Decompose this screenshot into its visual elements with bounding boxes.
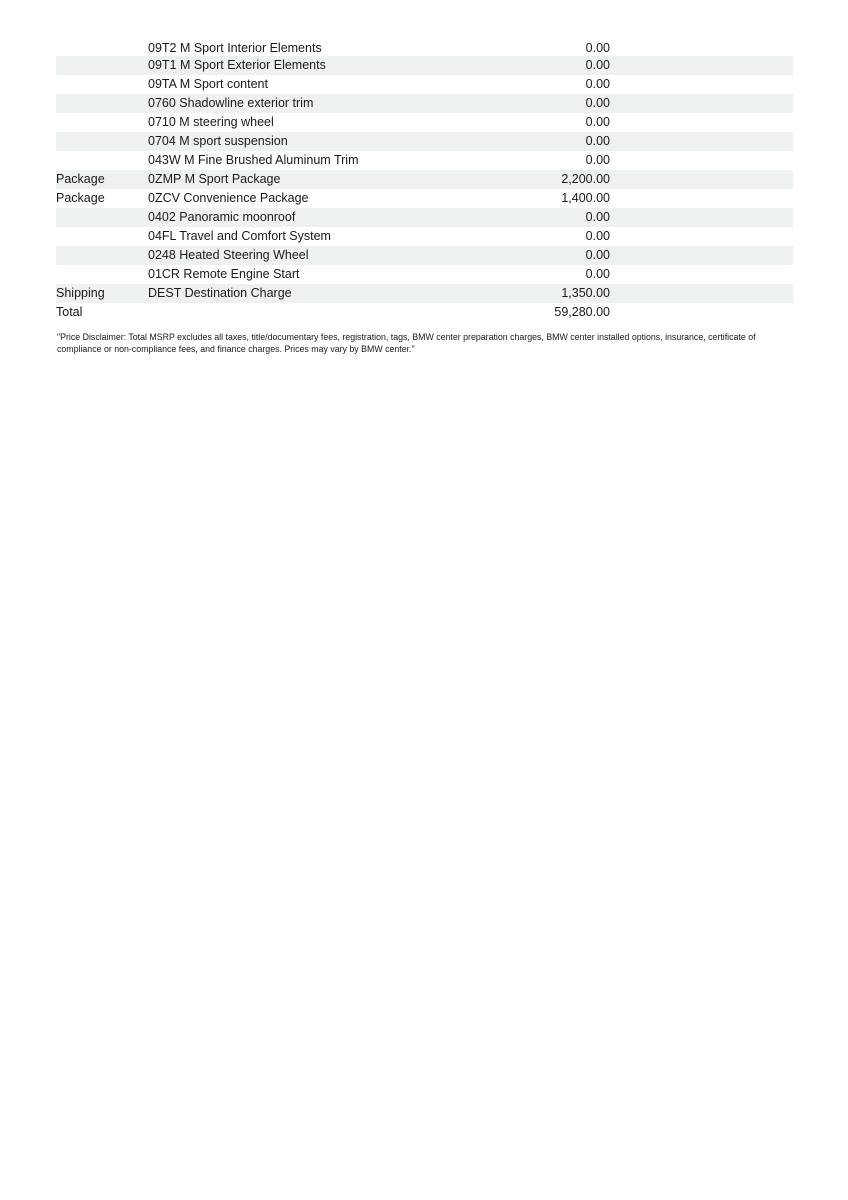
table-row [56,208,793,227]
row-filler [610,132,793,151]
row-description: 0704 M sport suspension [148,134,288,148]
row-price: 1,350.00 [561,286,610,300]
row-price: 59,280.00 [554,305,610,319]
table-row [56,56,793,75]
row-filler [610,284,793,303]
row-price: 0.00 [585,229,610,243]
row-type-label: Package [56,191,105,205]
row-filler [610,94,793,113]
row-filler [610,265,793,284]
row-price: 1,400.00 [561,191,610,205]
row-filler [610,151,793,170]
row-description: 0710 M steering wheel [148,115,274,129]
row-type-label [56,75,148,94]
row-type-label [56,208,148,227]
row-type-label: Shipping [56,286,105,300]
row-type-label: Package [56,172,105,186]
table-row [56,303,793,322]
row-filler [610,56,793,75]
row-description: 0760 Shadowline exterior trim [148,96,314,110]
options-table-body [56,40,793,322]
row-description: 09T2 M Sport Interior Elements [148,41,322,55]
table-row [56,94,793,113]
table-row [56,151,793,170]
row-description: 0ZCV Convenience Package [148,191,309,205]
row-filler [610,75,793,94]
row-price: 0.00 [585,41,610,55]
row-filler [610,246,793,265]
price-disclaimer: "Price Disclaimer: Total MSRP excludes all taxes, title/documentary fees, registration, tags, BMW center preparation charges, BMW center installed options, insurance, certificate of compliance or non-compliance fees, and finance charges. Prices may vary by BMW center." [57,332,756,354]
row-price: 0.00 [585,153,610,167]
row-price: 0.00 [585,115,610,129]
row-description: 04FL Travel and Comfort System [148,229,331,243]
row-filler [610,208,793,227]
row-price: 0.00 [585,58,610,72]
row-price: 2,200.00 [561,172,610,186]
row-filler [610,40,793,56]
row-description: 043W M Fine Brushed Aluminum Trim [148,153,359,167]
row-type-label [56,132,148,151]
table-row [56,227,793,246]
row-price: 0.00 [585,267,610,281]
table-row [56,113,793,132]
options-table [56,40,793,322]
row-description: 0402 Panoramic moonroof [148,210,296,224]
row-price: 0.00 [585,77,610,91]
row-filler [610,170,793,189]
row-type-label [56,56,148,75]
row-filler [610,227,793,246]
row-price: 0.00 [585,248,610,262]
row-type-label [56,151,148,170]
table-row [56,284,793,303]
table-row [56,75,793,94]
row-description: 0248 Heated Steering Wheel [148,248,309,262]
row-description: 0ZMP M Sport Package [148,172,281,186]
table-row [56,189,793,208]
row-type-label [56,265,148,284]
row-type-label [56,40,148,56]
row-type-label [56,113,148,132]
table-row [56,40,793,56]
row-type-label [56,227,148,246]
table-row [56,265,793,284]
row-filler [610,189,793,208]
row-filler [610,113,793,132]
row-type-label: Total [56,305,83,319]
row-price: 0.00 [585,134,610,148]
row-type-label [56,246,148,265]
table-row [56,170,793,189]
row-filler [610,303,793,322]
row-type-label [56,94,148,113]
row-description: 09T1 M Sport Exterior Elements [148,58,326,72]
row-description: 09TA M Sport content [148,77,268,91]
row-description: 01CR Remote Engine Start [148,267,300,281]
row-price: 0.00 [585,96,610,110]
row-description: DEST Destination Charge [148,286,292,300]
table-row [56,132,793,151]
row-description [148,303,500,322]
row-price: 0.00 [585,210,610,224]
table-row [56,246,793,265]
